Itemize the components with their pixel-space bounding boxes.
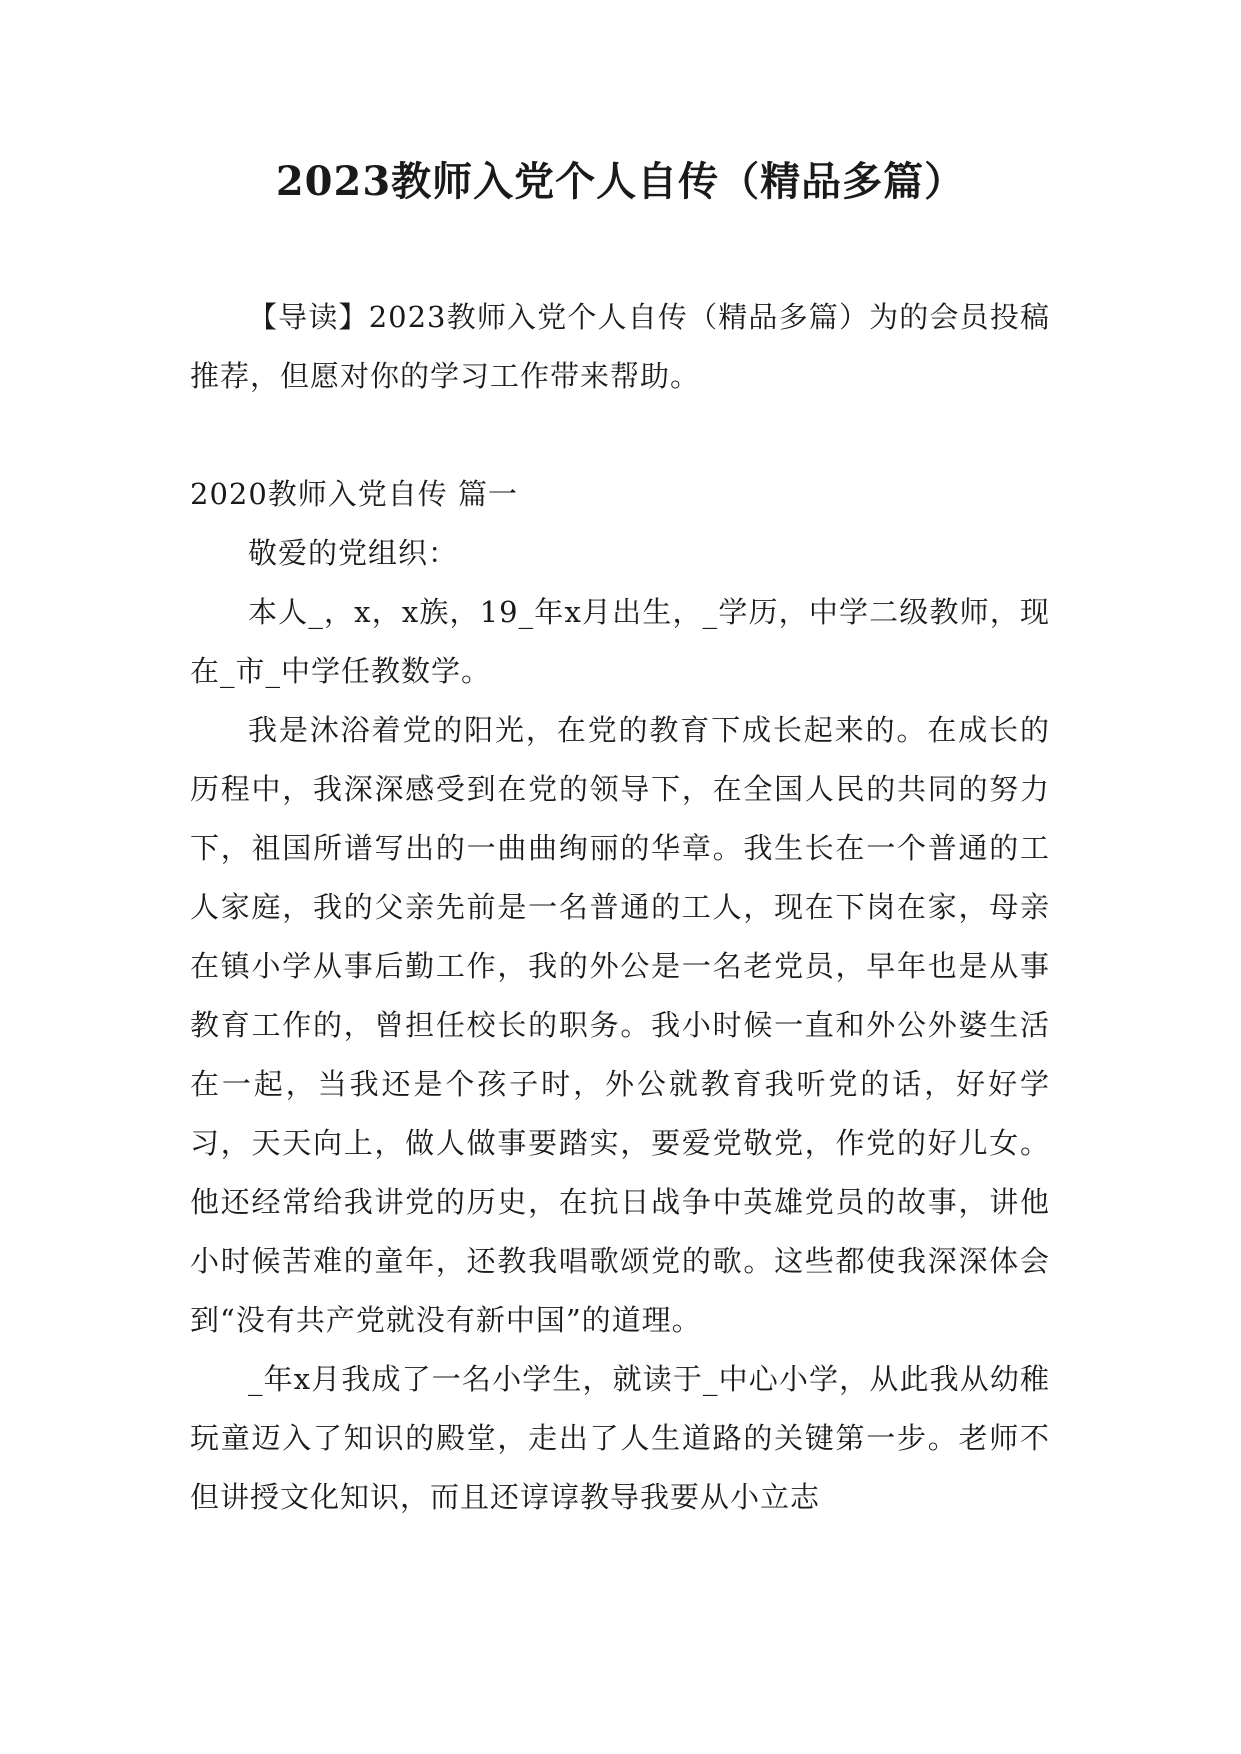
body-paragraph: 我是沐浴着党的阳光，在党的教育下成长起来的。在成长的历程中，我深深感受到在党的领导下，在全国人民的共同的努力下，祖国所谱写出的一曲曲绚丽的华章。我生长在一个普通的工人家庭，我的父亲先前是一名普通的工人，现在下岗在家，母亲在镇小学从事后勤工作，我的外公是一名老党员，早年也是从事教育工作的，曾担任校长的职务。我小时候一直和外公外婆生活在一起，当我还是个孩子时，外公就教育我听党的话，好好学习，天天向上，做人做事要踏实，要爱党敬党，作党的好儿女。他还经常给我讲党的历史，在抗日战争中英雄党员的故事，讲他小时候苦难的童年，还教我唱歌颂党的歌。这些都使我深深体会到“没有共产党就没有新中国”的道理。 (190, 713, 1050, 1337)
body-paragraph: 本人_，x，x族，19_年x月出生，_学历，中学二级教师，现在_市_中学任教数学。 (190, 595, 1050, 688)
salutation-paragraph: 敬爱的党组织： (248, 536, 459, 570)
document-body (190, 288, 1050, 1527)
document-title: 2023教师入党个人自传（精品多篇） (275, 158, 966, 205)
intro-paragraph: 【导读】2023教师入党个人自传（精品多篇）为的会员投稿推荐，但愿对你的学习工作带来帮助。 (190, 300, 1050, 393)
body-paragraph: _年x月我成了一名小学生，就读于_中心小学，从此我从幼稚玩童迈入了知识的殿堂，走出了人生道路的关键第一步。老师不但讲授文化知识，而且还谆谆教导我要从小立志 (190, 1362, 1050, 1514)
section-heading: 2020教师入党自传 篇一 (190, 477, 519, 511)
